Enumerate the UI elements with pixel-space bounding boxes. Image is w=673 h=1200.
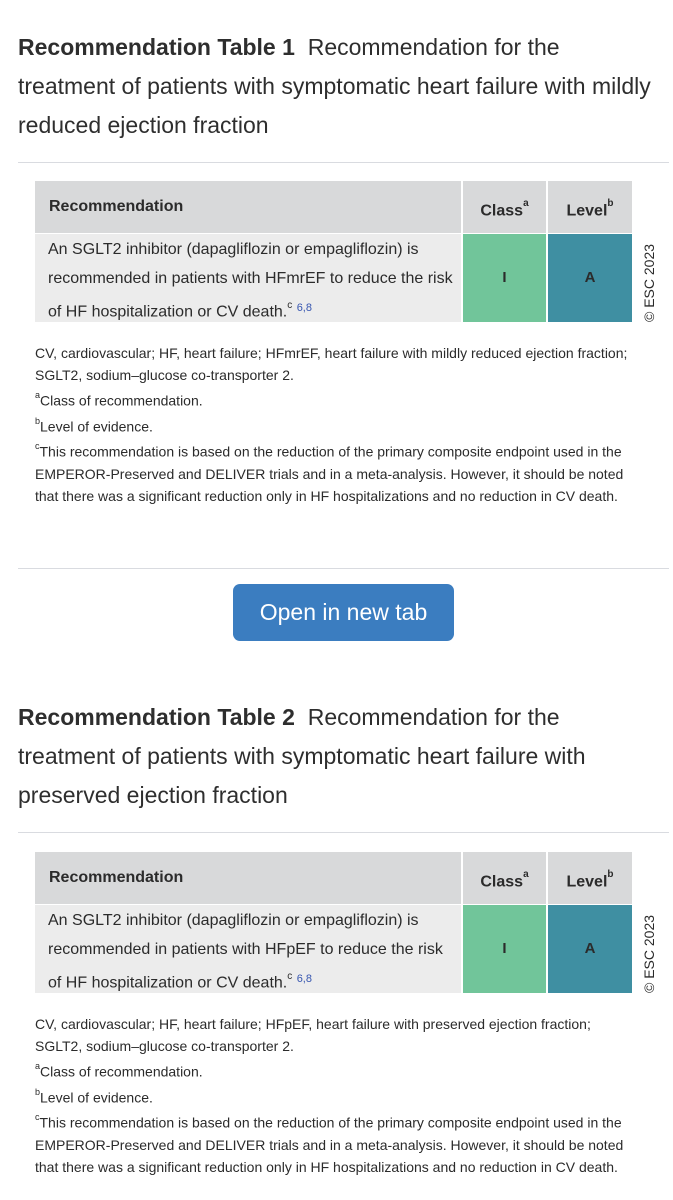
reference-link[interactable]: 6,8: [296, 973, 312, 986]
table2-heading-text: Recommendation for the treatment of patients with symptomatic heart failure with preserved ejection fraction: [18, 704, 586, 808]
level-cell: A: [548, 234, 632, 322]
table2-heading: [18, 698, 658, 815]
table1-heading-text: Recommendation for the treatment of patients with symptomatic heart failure with mildly reduced ejection fraction: [18, 34, 651, 138]
col-class-header: Class$^a$: [463, 852, 546, 904]
col-recommendation-header: Recommendation: [35, 852, 461, 904]
table1-notes: [35, 342, 635, 507]
table2-notes: [35, 1013, 635, 1178]
class-cell: I: [463, 234, 546, 322]
recommendation-text: An SGLT2 inhibitor (dapagliflozin or empagliflozin) is recommended in patients with HFpEF to reduce the risk of HF hospitalization or CV death.: [48, 912, 443, 992]
abbreviations-note: CV, cardiovascular; HF, heart failure; HFmrEF, heart failure with mildly reduced ejection fraction; SGLT2, sodium–glucose co-transporter 2.: [35, 345, 628, 383]
table1-row: [35, 234, 632, 322]
open-in-new-tab-button[interactable]: Open in new tab: [233, 584, 454, 641]
table2: [35, 852, 632, 993]
table2-heading-label: Recommendation Table 2: [18, 704, 295, 730]
recommendation-cell: An SGLT2 inhibitor (dapagliflozin or empagliflozin) is recommended in patients with HFpEF to reduce the risk of HF hospitalization or CV death.$^c$ $^{6,8}$: [35, 905, 461, 993]
recommendation-cell: An SGLT2 inhibitor (dapagliflozin or empagliflozin) is recommended in patients with HFmrEF to reduce the risk of HF hospitalization or CV death.$^c$ $^{6,8}$: [35, 234, 461, 322]
footnote-b: $^b$Level of evidence.: [35, 415, 153, 435]
col-level-header: Level$^b$: [548, 852, 632, 904]
table1-heading: [18, 28, 658, 145]
divider: [18, 832, 669, 833]
footnote-a: $^a$Class of recommendation.: [35, 390, 203, 409]
level-cell: A: [548, 905, 632, 993]
table1: [35, 181, 632, 322]
footnote-b: $^b$Level of evidence.: [35, 1086, 153, 1106]
class-cell: I: [463, 905, 546, 993]
table2-row: [35, 905, 632, 993]
esc-copyright: © ESC 2023: [641, 914, 657, 993]
footnote-a: $^a$Class of recommendation.: [35, 1061, 203, 1080]
footnote-c: $^c$This recommendation is based on the reduction of the primary composite endpoint used in the EMPEROR-Preserved and DELIVER trials and in a meta-analysis. However, it should be noted that there was a significant reduction only in HF hospitalizations and no reduction in CV death.: [35, 1112, 624, 1175]
abbreviations-note: CV, cardiovascular; HF, heart failure; HFpEF, heart failure with preserved ejection fraction; SGLT2, sodium–glucose co-transporter 2.: [35, 1016, 591, 1054]
divider: [18, 568, 669, 569]
recommendation-text: An SGLT2 inhibitor (dapagliflozin or empagliflozin) is recommended in patients with HFmrEF to reduce the risk of HF hospitalization or CV death.: [48, 241, 453, 321]
col-recommendation-header: Recommendation: [35, 181, 461, 233]
table2-header-row: [35, 852, 632, 904]
col-class-header: Class$^a$: [463, 181, 546, 233]
esc-copyright: © ESC 2023: [641, 243, 657, 322]
col-level-header: Level$^b$: [548, 181, 632, 233]
divider: [18, 162, 669, 163]
reference-link[interactable]: 6,8: [296, 302, 312, 315]
footnote-c: $^c$This recommendation is based on the reduction of the primary composite endpoint used in the EMPEROR-Preserved and DELIVER trials and in a meta-analysis. However, it should be noted that there was a significant reduction only in HF hospitalizations and no reduction in CV death.: [35, 441, 624, 504]
table1-header-row: [35, 181, 632, 233]
table1-heading-label: Recommendation Table 1: [18, 34, 295, 60]
